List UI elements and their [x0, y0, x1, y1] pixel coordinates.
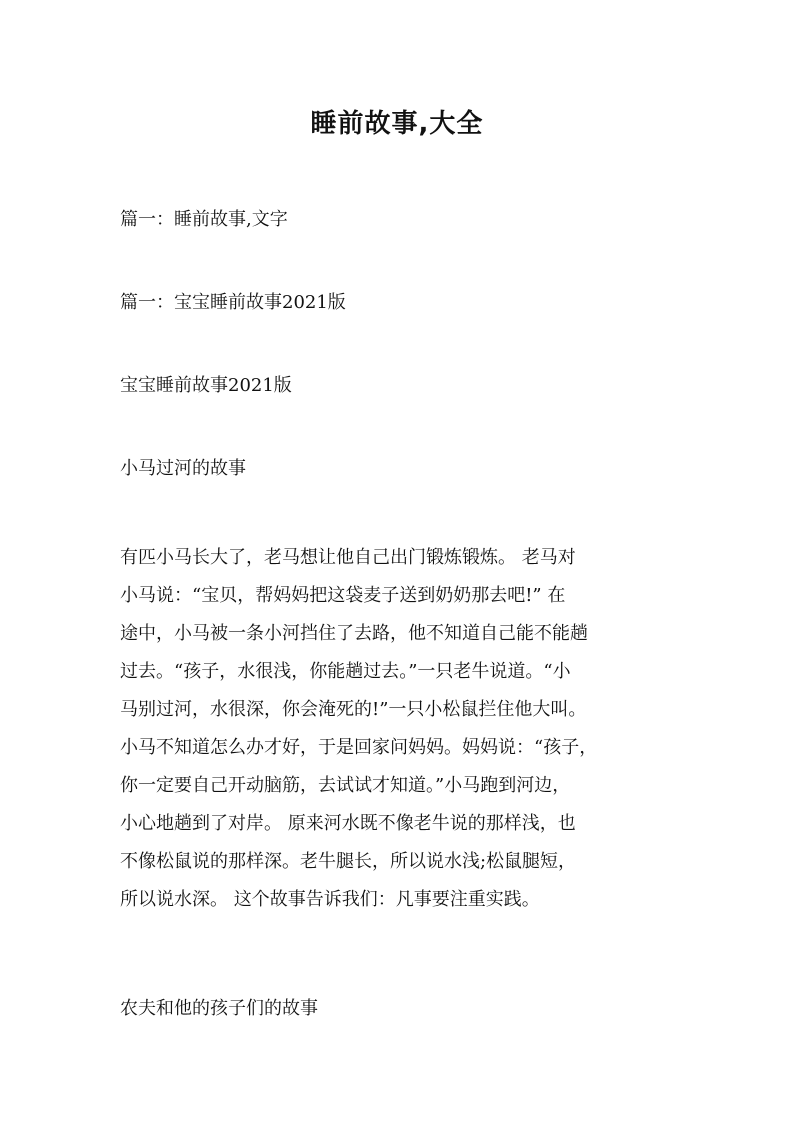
story-title: 小马过河的故事 [120, 458, 246, 479]
story-line: 小马说：“宝贝，帮妈妈把这袋麦子送到奶奶那去吧!” 在 [120, 585, 566, 606]
document-title: 睡前故事,大全 [310, 109, 484, 139]
story-line: 马别过河，水很深，你会淹死的!”一只小松鼠拦住他大叫。 [120, 699, 587, 720]
story-line: 小心地趟到了对岸。 原来河水既不像老牛说的那样浅，也 [120, 813, 576, 834]
story-line: 所以说水深。 这个故事告诉我们：凡事要注重实践。 [120, 889, 540, 910]
story-body [120, 539, 700, 919]
section-heading-1: 篇一：睡前故事,文字 [120, 209, 288, 230]
story-line: 小马不知道怎么办才好，于是回家问妈妈。妈妈说：“孩子， [120, 737, 598, 758]
section-heading-2: 篇一：宝宝睡前故事2021版 [120, 292, 346, 313]
story-line: 途中，小马被一条小河挡住了去路，他不知道自己能不能趟 [120, 623, 588, 644]
section-heading-3: 宝宝睡前故事2021版 [120, 375, 292, 396]
story-title: 农夫和他的孩子们的故事 [120, 998, 318, 1019]
story-line: 你一定要自己开动脑筋，去试试才知道。”小马跑到河边， [120, 775, 571, 796]
story-line: 过去。“孩子，水很浅，你能趟过去。”一只老牛说道。“小 [120, 661, 571, 682]
story-line: 不像松鼠说的那样深。老牛腿长，所以说水浅;松鼠腿短， [120, 851, 577, 872]
story-line: 有匹小马长大了，老马想让他自己出门锻炼锻炼。 老马对 [120, 547, 576, 568]
